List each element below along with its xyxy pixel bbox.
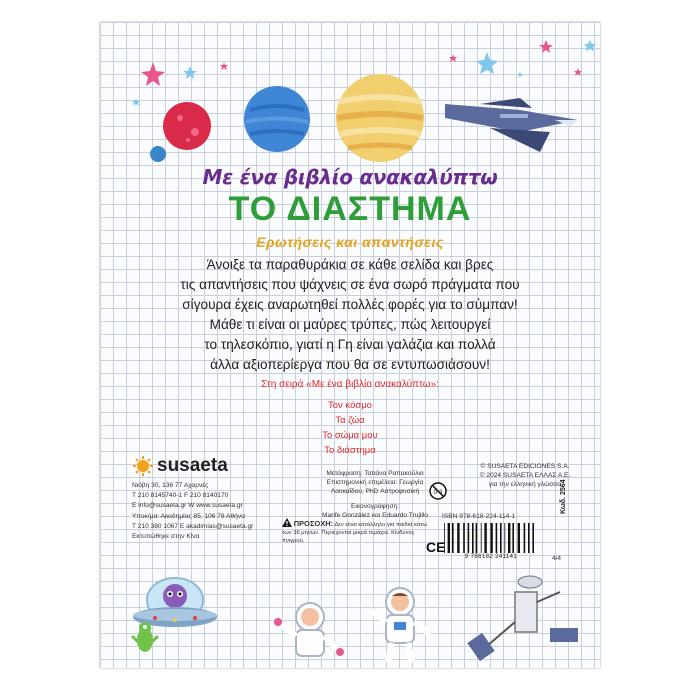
blurb-line: Άνοιξε τα παραθυράκια σε κάθε σελίδα και βρες <box>206 257 494 272</box>
series-name: Με ένα βιβλίο ανακαλύπτω <box>202 165 498 189</box>
small-blue-moon-icon <box>150 146 166 162</box>
barcode-digits: 9 786182 241141 <box>464 554 518 560</box>
book-back-cover <box>100 22 600 668</box>
barcode-bar <box>463 523 465 553</box>
sun-logo-icon <box>132 455 154 477</box>
illustration-credit-names: Marife González και Eduardo Trujillo <box>322 511 428 519</box>
publisher-logo <box>132 455 228 477</box>
barcode-bar <box>490 523 492 553</box>
barcode-bar <box>496 523 498 553</box>
no-under-3-icon <box>429 482 447 500</box>
illustration-credit-label: Εικονογράφηση: <box>350 502 400 510</box>
series-list-item: Το διάστημα <box>324 445 376 456</box>
barcode-bar <box>512 523 514 553</box>
barcode-bar <box>481 523 482 553</box>
barcode <box>442 523 540 553</box>
barcode-bar <box>452 523 454 553</box>
address-line: Νιόβη 30, 136 77 Αχαρνές <box>132 482 209 489</box>
barcode-bar <box>476 523 478 553</box>
warning-text: Δεν είναι κατάλληλο για παιδιά κάτω των 36 μηνών. Περιέχονται μικρά τεμάχια. Κίνδυνος πνιγμού. <box>282 522 427 544</box>
address-line: E info@susaeta.gr W www.susaeta.gr <box>132 502 243 510</box>
bottom-illustration <box>100 562 600 668</box>
series-list <box>100 398 600 458</box>
address-line: Εκτυπώθηκε στην Κίνα <box>132 533 200 541</box>
ufo-alien-icon <box>133 578 217 627</box>
blurb-text <box>130 255 570 375</box>
publisher-address <box>132 481 253 542</box>
ce-mark: CE <box>426 539 446 555</box>
blue-planet-icon <box>244 86 310 152</box>
blurb-line: σίγουρα έχεις αναρωτηθεί πολλές φορές για το σύμπαν! <box>182 297 518 312</box>
series-list-item: Τα ζώα <box>335 415 365 426</box>
barcode-bar <box>504 523 505 553</box>
editing-credit-name: Λουκαΐδου, PhD Αστροφυσική <box>330 488 420 496</box>
product-code: Κωδ. 2564 <box>560 479 567 514</box>
barcode-bar <box>448 523 450 553</box>
blurb-line: Μάθε τι είναι οι μαύρες τρύπες, πώς λειτουργεί <box>209 317 491 332</box>
barcode-bar <box>532 523 534 553</box>
barcode-bar <box>524 523 526 553</box>
safety-warning <box>282 518 432 545</box>
barcode-bar <box>518 523 520 553</box>
barcode-bar <box>468 523 470 553</box>
copyright-line: για την ελληνική γλώσσα <box>488 481 562 488</box>
translation-credit: Μετάφραση: Τατιάνα Ραπακούλια <box>326 470 424 477</box>
astronaut-icon <box>274 603 344 656</box>
astronaut-icon <box>370 588 430 662</box>
barcode-bar <box>500 523 502 553</box>
series-list-item: Το σώμα μου <box>322 430 378 441</box>
barcode-bar <box>472 523 474 553</box>
page-indicator: 4/4 <box>552 555 562 562</box>
blurb-line: άλλα αξιοπερίεργα που θα σε εντυπωσιάσουν! <box>210 357 490 372</box>
barcode-bar <box>508 523 510 553</box>
red-planet-icon <box>163 102 211 150</box>
logo-text: susaeta <box>157 455 228 476</box>
credits <box>310 469 440 520</box>
address-line: Υποκ/μα: Ακαδημίας 85, 106 78 Αθήνα <box>132 512 245 520</box>
satellite-icon <box>467 576 578 661</box>
green-alien-icon <box>132 622 158 652</box>
editing-credit: Επιστημονική επιμέλεια: Γεωργία <box>326 479 424 487</box>
barcode-bar <box>444 523 445 553</box>
copyright-line: © SUSAETA EDICIONES S.A. <box>480 463 570 470</box>
blurb-line: τις απαντήσεις που ψάχνεις σε ένα σωρό πράγματα που <box>180 277 520 292</box>
isbn-label: ISBN 978-618-224-114-1 <box>442 513 516 520</box>
space-illustration <box>100 22 600 162</box>
copyright-line: © 2024 SUSAETA ΕΛΛΑΣ Α.Ε. <box>479 472 571 479</box>
gas-giant-planet-icon <box>336 74 424 162</box>
address-line: T 210 8145740-1 F 210 8140170 <box>132 492 229 500</box>
barcode-bar <box>457 523 459 553</box>
spaceship-icon <box>445 98 578 152</box>
warning-label: ΠΡΟΣΟΧΗ: <box>293 519 334 528</box>
book-title: ΤΟ ΔΙΑΣΤΗΜΑ <box>228 190 472 228</box>
address-line: T 210 380 1067 E akadimias@susaeta.gr <box>132 522 254 530</box>
series-list-item: Τον κόσμο <box>328 400 372 411</box>
svg-text:0-3: 0-3 <box>433 490 443 496</box>
book-subtitle: Ερωτήσεις και απαντήσεις <box>256 234 444 250</box>
barcode-bar <box>528 523 530 553</box>
copyright <box>455 462 595 489</box>
barcode-bar <box>484 523 486 553</box>
blurb-line: το τηλεσκόπιο, γιατί η Γη είναι γαλάζια και πολλά <box>204 337 496 352</box>
warning-triangle-icon <box>282 518 292 527</box>
series-list-intro: Στη σειρά «Με ένα βιβλίο ανακαλύπτω»: <box>261 379 439 390</box>
